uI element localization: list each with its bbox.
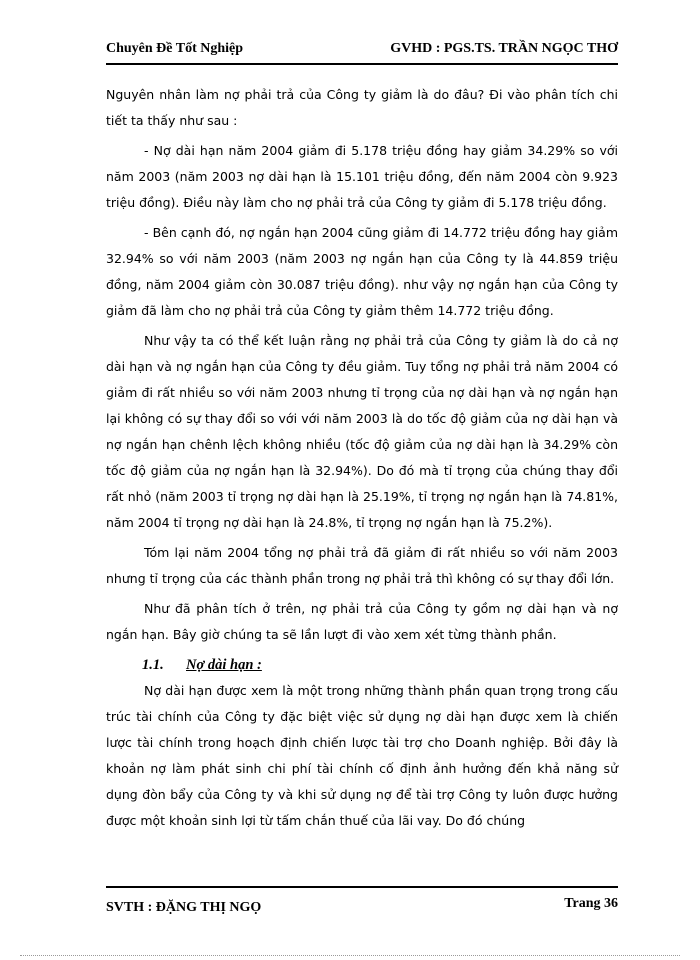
page-body	[106, 82, 618, 834]
paragraph-long-term-debt-detail: Nợ dài hạn được xem là một trong những thành phần quan trọng trong cấu trúc tài chính của Công ty đặc biệt việc sử dụng nợ dài hạn được xem là chiến lược tài chính trong hoạch định chiến lược tài trợ cho Doanh nghiệp. Bởi đây là khoản nợ làm phát sinh chi phí tài chính cố định ảnh hưởng đến khả năng sử dụng đòn bẩy của Công ty và khi sử dụng nợ để tài trợ Công ty luôn được hưởng được một khoản sinh lợi từ tấm chắn thuế của lãi vay. Do đó chúng	[106, 683, 618, 828]
page-footer	[106, 886, 618, 922]
paragraph-conclusion: Như vậy ta có thể kết luận rằng nợ phải trả của Công ty giảm là do cả nợ dài hạn và nợ ngắn hạn của Công ty đều giảm. Tuy tổng nợ phải trả năm 2004 có giảm đi rất nhiều so với năm 2003 nhưng tỉ trọng của nợ dài hạn và nợ ngắn hạn lại không có sự thay đổi so với với năm 2003 là do tốc độ giảm của nợ dài hạn và nợ ngắn hạn chênh lệch không nhiều (tốc độ giảm của nợ dài hạn là 34.29% còn tốc độ giảm của nợ ngắn hạn là 32.94%). Do đó mà tỉ trọng của chúng thay đổi rất nhỏ (năm 2003 tỉ trọng nợ dài hạn là 25.19%, tỉ trọng nợ ngắn hạn là 74.81%, năm 2004 tỉ trọng nợ dài hạn là 24.8%, tỉ trọng nợ ngắn hạn là 75.2%).	[106, 333, 618, 530]
page-break-divider	[20, 955, 680, 956]
paragraph-long-term-debt: - Nợ dài hạn năm 2004 giảm đi 5.178 triệu đồng hay giảm 34.29% so với năm 2003 (năm 2003 nợ dài hạn là 15.101 triệu đồng, đến năm 2004 còn 9.923 triệu đồng). Điều này làm cho nợ phải trả của Công ty giảm đi 5.178 triệu đồng.	[106, 143, 618, 210]
section-title: Nợ dài hạn :	[186, 657, 262, 673]
paragraph-summary: Tóm lại năm 2004 tổng nợ phải trả đã giảm đi rất nhiều so với năm 2003 nhưng tỉ trọng của các thành phần trong nợ phải trả thì không có sự thay đổi lớn.	[106, 545, 618, 586]
page-header	[106, 41, 618, 65]
header-title: Chuyên Đề Tốt Nghiệp	[106, 41, 244, 56]
paragraph-intro: Nguyên nhân làm nợ phải trả của Công ty giảm là do đâu? Đi vào phân tích chi tiết ta thấy như sau :	[106, 87, 618, 128]
section-heading	[106, 652, 618, 678]
header-advisor: GVHD : PGS.TS. TRẦN NGỌC THƠ	[390, 41, 618, 56]
page-number: Trang 36	[564, 896, 618, 911]
paragraph-transition: Như đã phân tích ở trên, nợ phải trả của Công ty gồm nợ dài hạn và nợ ngắn hạn. Bây giờ chúng ta sẽ lần lượt đi vào xem xét từng thành phần.	[106, 601, 618, 642]
footer-student: SVTH : ĐẶNG THỊ NGỌ	[106, 900, 262, 915]
paragraph-short-term-debt: - Bên cạnh đó, nợ ngắn hạn 2004 cũng giảm đi 14.772 triệu đồng hay giảm 32.94% so với năm 2003 (năm 2003 nợ ngắn hạn của Công ty là 44.859 triệu đồng, năm 2004 giảm còn 30.087 triệu đồng). như vậy nợ ngắn hạn của Công ty giảm đã làm cho nợ phải trả của Công ty giảm thêm 14.772 triệu đồng.	[106, 225, 618, 318]
section-number: 1.1.	[142, 657, 164, 673]
